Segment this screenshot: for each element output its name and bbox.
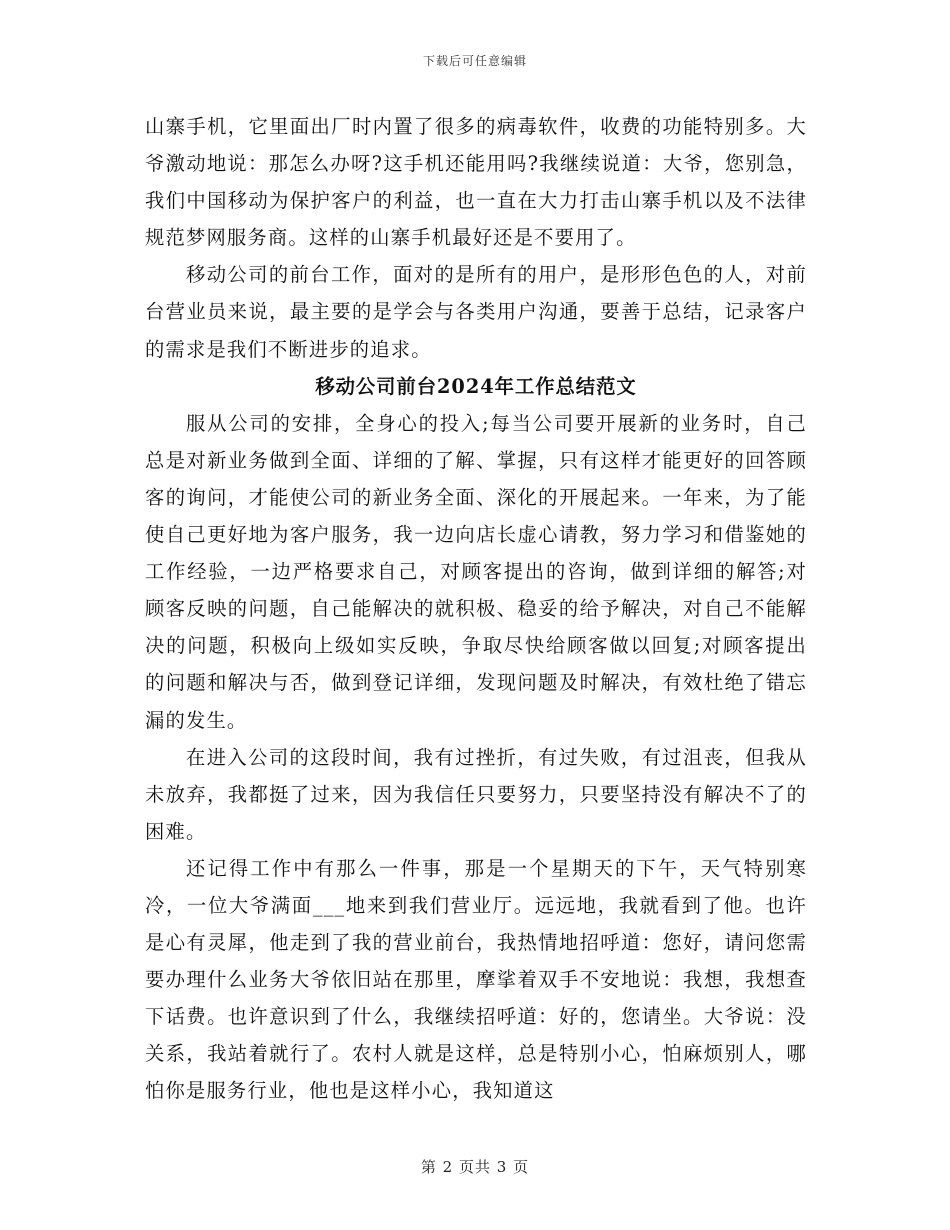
paragraph-5: 还记得工作中有那么一件事，那是一个星期天的下午，天气特别寒冷，一位大爷满面___地来到我们营业厅。远远地，我就看到了他。也许是心有灵犀，他走到了我的营业前台，我热情地招呼道：您好，请问您需要办理什么业务大爷依旧站在那里，摩挲着双手不安地说：我想，我想查下话费。也许意识到了什么，我继续招呼道：好的，您请坐。大爷说：没关系，我站着就行了。农村人就是这样，总是特别小心，怕麻烦别人，哪怕你是服务行业，他也是这样小心，我知道这 — [145, 856, 807, 1103]
page-footer: 第 2 页共 3 页 — [420, 1158, 530, 1176]
page-header: 下载后可任意编辑 — [422, 54, 527, 68]
paragraph-4: 在进入公司的这段时间，我有过挫折，有过失败，有过沮丧，但我从未放弃，我都挺了过来，因为我信任只要努力，只要坚持没有解决不了的困难。 — [145, 745, 807, 843]
paragraph-2: 移动公司的前台工作，面对的是所有的用户，是形形色色的人，对前台营业员来说，最主要的是学会与各类用户沟通，要善于总结，记录客户的需求是我们不断进步的追求。 — [145, 263, 807, 361]
document-body — [145, 108, 807, 1110]
paragraph-1: 山寨手机，它里面出厂时内置了很多的病毒软件，收费的功能特别多。大爷激动地说：那怎么办呀?这手机还能用吗?我继续说道：大爷，您别急，我们中国移动为保护客户的利益，也一直在大力打击山寨手机以及不法律规范梦网服务商。这样的山寨手机最好还是不要用了。 — [145, 115, 807, 250]
section-title: 移动公司前台2024年工作总结范文 — [315, 374, 637, 398]
paragraph-3: 服从公司的安排，全身心的投入;每当公司要开展新的业务时，自己总是对新业务做到全面、详细的了解、掌握，只有这样才能更好的回答顾客的询问，才能使公司的新业务全面、深化的开展起来。一年来，为了能使自己更好地为客户服务，我一边向店长虚心请教，努力学习和借鉴她的工作经验，一边严格要求自己，对顾客提出的咨询，做到详细的解答;对顾客反映的问题，自己能解决的就积极、稳妥的给予解决，对自己不能解决的问题，积极向上级如实反映，争取尽快给顾客做以回复;对顾客提出的问题和解决与否，做到登记详细，发现问题及时解决，有效杜绝了错忘漏的发生。 — [145, 411, 807, 732]
